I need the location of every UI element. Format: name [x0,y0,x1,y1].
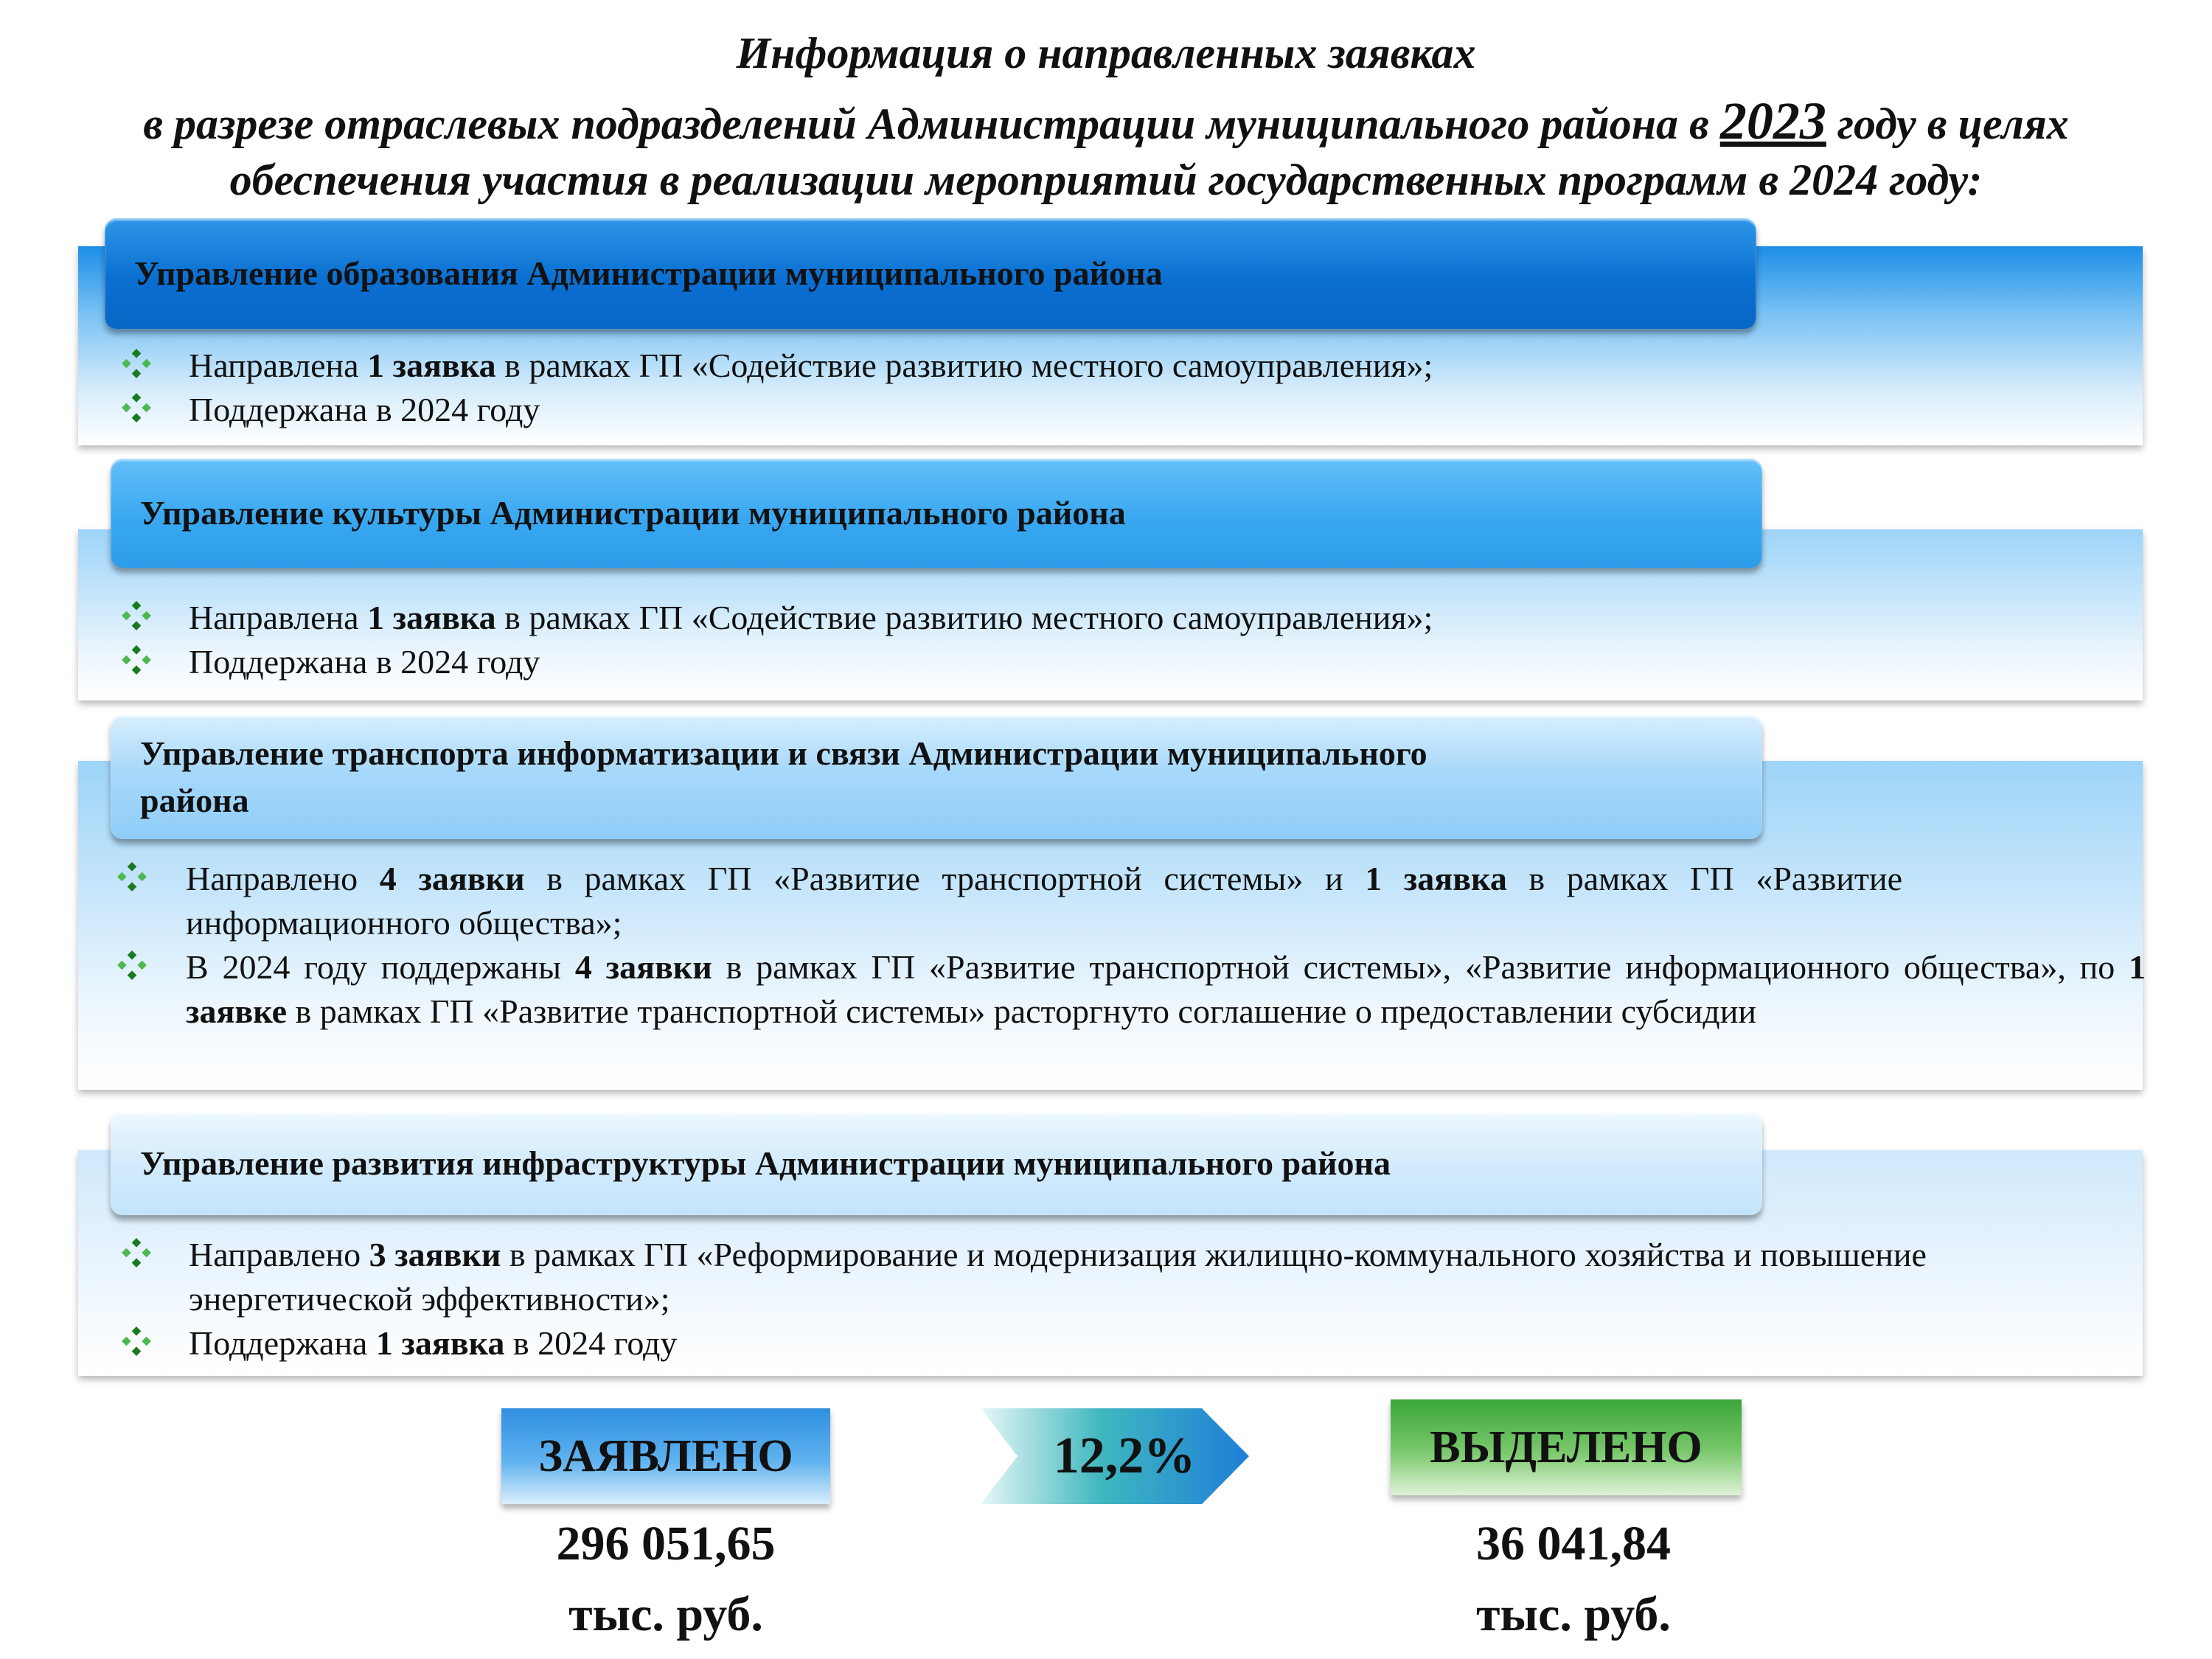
item-text-bold: 3 заявки [369,1236,501,1273]
four-diamond-bullet-icon [121,348,152,379]
section-education-list [78,344,2113,432]
item-text-post: в 2024 году [504,1324,678,1362]
title-line-2-pre: в разрезе отраслевых подразделений Администрации муниципального района в [143,100,1720,148]
item-text-pre: Поддержана [189,1324,376,1362]
item-text-pre: Поддержана в 2024 году [189,391,540,428]
item-text-bold: 1 заявка [375,1324,505,1362]
item-text-pre: В 2024 году поддержаны [186,948,575,986]
allocated-label: ВЫДЕЛЕНО [1430,1422,1703,1472]
section-transport-title-line-1: Управление транспорта информатизации и связи Администрации муниципального [140,734,1427,772]
declared-value [481,1509,850,1650]
four-diamond-bullet-icon [121,600,152,631]
item-text-bold-2: 1 заявке [186,948,2146,1030]
item-text-post: в рамках ГП «Реформирование и модернизация жилищно-коммунального хозяйства и повышение энергетической эффективности»; [189,1236,1927,1318]
title-line-2 [0,91,2212,150]
item-text-bold: 4 заявки [574,948,712,986]
item-text-bold-2: 1 заявка [1365,860,1507,897]
allocated-badge [1391,1399,1742,1495]
declared-amount: 296 051,65 [556,1517,776,1571]
section-education-title: Управление образования Администрации муниципального района [134,254,1163,292]
item-text-bold: 1 заявка [367,599,496,636]
list-item [78,640,2113,684]
title-line-1: Информация о направленных заявках [736,29,1476,77]
title-year: 2023 [1719,91,1826,150]
declared-unit: тыс. руб. [568,1587,763,1641]
item-text-pre: Поддержана в 2024 году [189,643,540,681]
item-text-pre: Направлена [189,347,368,384]
list-item [78,596,2113,640]
item-text-post: в рамках ГП «Развитие транспортной системы» расторгнуто соглашение о предоставлении субсидии [287,992,1756,1030]
section-transport-title-line-2: района [140,782,249,819]
allocated-amount: 36 041,84 [1476,1517,1671,1571]
item-text-pre: Направлено [189,1236,369,1273]
four-diamond-bullet-icon [121,392,152,423]
section-culture-list [78,596,2113,684]
section-infrastructure-list [78,1233,2128,1366]
list-item [78,857,2146,945]
four-diamond-bullet-icon [116,861,147,892]
section-culture-title: Управление культуры Администрации муниципального района [140,494,1126,532]
four-diamond-bullet-icon [121,1326,152,1357]
declared-badge [501,1408,830,1504]
item-text-bold: 1 заявка [367,347,496,384]
item-text-post: в рамках ГП «Развитие информационного общества»; [186,860,1902,942]
allocated-unit: тыс. руб. [1476,1587,1671,1641]
title-line-2-post: году в целях [1826,100,2069,148]
section-transport-title [140,730,1427,824]
list-item [78,945,2146,1034]
item-text-bold: 4 заявки [379,860,525,897]
section-infrastructure-title: Управление развития инфраструктуры Администрации муниципального района [140,1144,1391,1182]
item-text-post: в рамках ГП «Содействие развитию местного самоуправления»; [495,599,1433,636]
item-text-mid: в рамках ГП «Развитие транспортной системы» и [524,860,1366,897]
list-item [78,1233,2128,1321]
list-item [78,344,2113,388]
list-item [78,388,2113,432]
item-text-post: в рамках ГП «Содействие развитию местного самоуправления»; [495,347,1433,384]
four-diamond-bullet-icon [121,1237,152,1268]
four-diamond-bullet-icon [121,644,152,675]
section-transport-header [111,715,1762,839]
percent-label: 12,2% [1053,1427,1196,1484]
title-line-3: обеспечения участия в реализации мероприятий государственных программ в 2024 году: [229,156,1983,204]
declared-label: ЗАЯВЛЕНО [538,1430,793,1481]
section-culture-header [111,459,1762,568]
item-text-mid: в рамках ГП «Развитие транспортной системы», «Развитие информационного общества», по [712,948,2129,986]
item-text-pre: Направлена [189,599,368,636]
section-infrastructure-header [111,1112,1762,1215]
four-diamond-bullet-icon [116,950,147,981]
allocated-value [1389,1509,1758,1650]
list-item [78,1321,2128,1366]
section-education-header [105,218,1756,329]
section-transport-list [78,857,2146,1034]
item-text-pre: Направлено [186,860,380,897]
